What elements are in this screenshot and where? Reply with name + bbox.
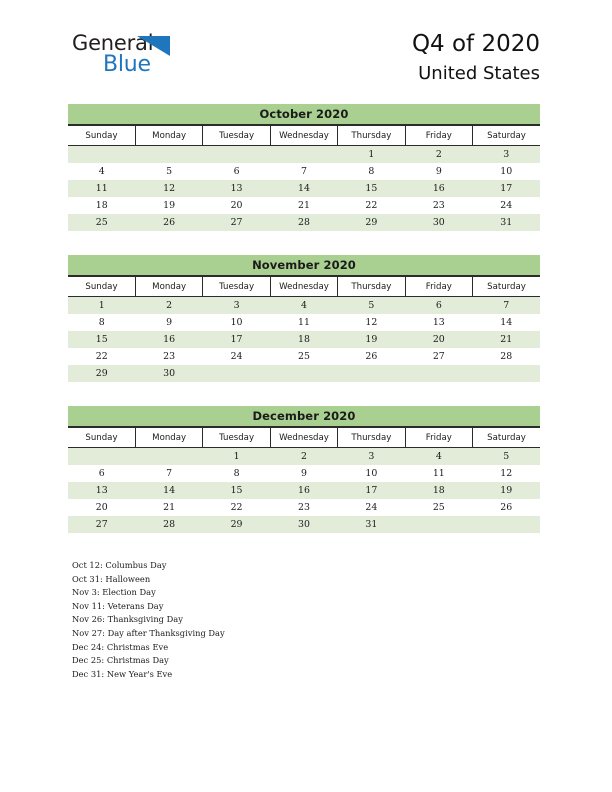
day-cell[interactable]: 4 [68, 163, 135, 180]
weekday-label: Tuesday [203, 282, 269, 292]
day-cell[interactable]: 14 [270, 180, 337, 197]
day-cell[interactable]: 23 [270, 499, 337, 516]
legend-item: Nov 27: Day after Thanksgiving Day [72, 627, 225, 638]
holiday-legend [72, 559, 492, 681]
weekday-header-friday [405, 428, 472, 448]
day-cell[interactable]: 28 [270, 214, 337, 231]
day-cell-holiday[interactable]: 31 [473, 214, 540, 231]
weekday-header-wednesday [270, 428, 337, 448]
week-row [68, 448, 540, 466]
week-row [68, 146, 540, 164]
day-cell-holiday[interactable]: 3 [203, 297, 270, 315]
weekday-label: Thursday [338, 282, 404, 292]
weekday-header-saturday [473, 126, 540, 146]
day-cell[interactable]: 17 [203, 331, 270, 348]
weekday-header-row [68, 277, 540, 297]
day-cell[interactable]: 12 [473, 465, 540, 482]
day-cell[interactable]: 3 [338, 448, 405, 466]
day-cell[interactable]: 9 [405, 163, 472, 180]
weekday-label: Wednesday [271, 282, 337, 292]
day-cell[interactable]: 28 [135, 516, 202, 533]
day-cell[interactable]: 27 [68, 516, 135, 533]
calendar-table [68, 126, 540, 231]
day-cell[interactable]: 16 [405, 180, 472, 197]
weekday-header-sunday [68, 428, 135, 448]
day-cell[interactable]: 1 [68, 297, 135, 315]
day-cell[interactable]: 13 [68, 482, 135, 499]
weekday-label: Sunday [68, 131, 135, 141]
day-cell[interactable]: 10 [338, 465, 405, 482]
weekday-label: Saturday [473, 282, 540, 292]
legend-item: Dec 25: Christmas Day [72, 655, 169, 666]
day-cell[interactable]: 22 [68, 348, 135, 365]
day-cell[interactable]: 20 [405, 331, 472, 348]
weekday-label: Wednesday [271, 433, 337, 443]
day-cell[interactable]: 16 [135, 331, 202, 348]
day-cell[interactable]: 15 [203, 482, 270, 499]
weekday-header-tuesday [203, 126, 270, 146]
weekday-header-sunday [68, 277, 135, 297]
day-cell[interactable]: 22 [338, 197, 405, 214]
page-title: Q4 of 2020 [411, 31, 540, 57]
weekday-label: Sunday [68, 433, 135, 443]
day-cell[interactable]: 29 [338, 214, 405, 231]
day-cell-empty [68, 146, 135, 164]
day-cell[interactable]: 26 [473, 499, 540, 516]
general-blue-logo [72, 33, 272, 85]
weekday-header-row [68, 428, 540, 448]
weekday-header-thursday [338, 126, 405, 146]
month-block-december [68, 406, 540, 533]
day-cell[interactable]: 8 [68, 314, 135, 331]
weekday-header-friday [405, 126, 472, 146]
day-cell[interactable]: 30 [270, 516, 337, 533]
weekday-header-monday [135, 428, 202, 448]
day-cell[interactable]: 24 [473, 197, 540, 214]
day-cell-empty [473, 365, 540, 382]
week-row [68, 297, 540, 315]
day-cell[interactable]: 23 [405, 197, 472, 214]
day-cell[interactable]: 28 [473, 348, 540, 365]
day-cell-holiday[interactable]: 27 [405, 348, 472, 365]
calendar-table [68, 277, 540, 382]
weekday-header-sunday [68, 126, 135, 146]
weekday-header-tuesday [203, 277, 270, 297]
day-cell[interactable]: 27 [203, 214, 270, 231]
day-cell[interactable]: 17 [338, 482, 405, 499]
day-cell-empty [473, 516, 540, 533]
day-cell[interactable]: 25 [270, 348, 337, 365]
day-cell-empty [203, 146, 270, 164]
day-cell-empty [270, 146, 337, 164]
day-cell-empty [135, 146, 202, 164]
calendar-table [68, 428, 540, 533]
day-cell[interactable]: 8 [338, 163, 405, 180]
day-cell[interactable]: 20 [203, 197, 270, 214]
day-cell-empty [68, 448, 135, 466]
day-cell[interactable]: 2 [270, 448, 337, 466]
weekday-label: Saturday [473, 433, 540, 443]
legend-item: Nov 11: Veterans Day [72, 600, 164, 611]
week-row [68, 331, 540, 348]
day-cell[interactable]: 21 [473, 331, 540, 348]
weekday-header-friday [405, 277, 472, 297]
weekday-label: Friday [406, 282, 472, 292]
day-cell[interactable]: 3 [473, 146, 540, 164]
day-cell[interactable]: 18 [68, 197, 135, 214]
week-row [68, 180, 540, 197]
weekday-header-wednesday [270, 277, 337, 297]
weekday-header-wednesday [270, 126, 337, 146]
page-subtitle: United States [418, 62, 540, 84]
weekday-label: Monday [136, 131, 202, 141]
day-cell[interactable]: 22 [203, 499, 270, 516]
day-cell[interactable]: 2 [135, 297, 202, 315]
day-cell[interactable]: 24 [203, 348, 270, 365]
weekday-label: Tuesday [203, 131, 269, 141]
weekday-label: Sunday [68, 282, 135, 292]
day-cell-holiday[interactable]: 11 [270, 314, 337, 331]
day-cell-holiday[interactable]: 26 [338, 348, 405, 365]
day-cell-empty [405, 365, 472, 382]
day-cell[interactable]: 20 [68, 499, 135, 516]
legend-item: Nov 3: Election Day [72, 587, 156, 598]
day-cell[interactable]: 15 [338, 180, 405, 197]
day-cell[interactable]: 15 [68, 331, 135, 348]
weekday-header-thursday [338, 428, 405, 448]
day-cell-holiday[interactable]: 31 [338, 516, 405, 533]
day-cell[interactable]: 23 [135, 348, 202, 365]
day-cell-empty [135, 448, 202, 466]
weekday-header-tuesday [203, 428, 270, 448]
weekday-label: Wednesday [271, 131, 337, 141]
weekday-header-saturday [473, 277, 540, 297]
weekday-label: Monday [136, 282, 202, 292]
legend-item: Oct 31: Halloween [72, 573, 151, 584]
day-cell-holiday[interactable]: 24 [338, 499, 405, 516]
day-cell[interactable]: 6 [68, 465, 135, 482]
day-cell[interactable]: 7 [270, 163, 337, 180]
weekday-label: Friday [406, 131, 472, 141]
day-cell[interactable]: 21 [270, 197, 337, 214]
weekday-header-monday [135, 126, 202, 146]
month-title: October 2020 [68, 104, 540, 126]
day-cell[interactable]: 11 [68, 180, 135, 197]
day-cell[interactable]: 29 [203, 516, 270, 533]
page-header [0, 0, 612, 100]
weekday-header-row [68, 126, 540, 146]
day-cell[interactable]: 12 [338, 314, 405, 331]
week-row [68, 163, 540, 180]
weekday-label: Friday [406, 433, 472, 443]
day-cell[interactable]: 10 [203, 314, 270, 331]
logo-word-general: General [72, 31, 154, 55]
week-row [68, 482, 540, 499]
day-cell[interactable]: 13 [203, 180, 270, 197]
day-cell[interactable]: 14 [473, 314, 540, 331]
day-cell[interactable]: 2 [405, 146, 472, 164]
day-cell[interactable]: 11 [405, 465, 472, 482]
day-cell[interactable]: 19 [473, 482, 540, 499]
day-cell[interactable]: 30 [135, 365, 202, 382]
legend-item: Oct 12: Columbus Day [72, 560, 167, 570]
legend-item: Nov 26: Thanksgiving Day [72, 614, 183, 625]
day-cell[interactable]: 21 [135, 499, 202, 516]
day-cell[interactable]: 29 [68, 365, 135, 382]
legend-item: Dec 31: New Year's Eve [72, 668, 173, 679]
weekday-header-monday [135, 277, 202, 297]
week-row [68, 348, 540, 365]
day-cell[interactable]: 7 [473, 297, 540, 315]
weekday-header-saturday [473, 428, 540, 448]
day-cell[interactable]: 9 [135, 314, 202, 331]
day-cell-empty [338, 365, 405, 382]
month-block-october [68, 104, 540, 231]
day-cell[interactable]: 1 [338, 146, 405, 164]
logo-word-blue: Blue [103, 52, 151, 77]
day-cell[interactable]: 30 [405, 214, 472, 231]
week-row [68, 516, 540, 533]
week-row [68, 214, 540, 231]
weekday-label: Monday [136, 433, 202, 443]
day-cell[interactable]: 9 [270, 465, 337, 482]
day-cell[interactable]: 5 [135, 163, 202, 180]
weekday-label: Saturday [473, 131, 540, 141]
day-cell[interactable]: 13 [405, 314, 472, 331]
day-cell-empty [405, 516, 472, 533]
day-cell[interactable]: 18 [405, 482, 472, 499]
weekday-label: Tuesday [203, 433, 269, 443]
day-cell[interactable]: 5 [338, 297, 405, 315]
month-block-november [68, 255, 540, 382]
weekday-header-thursday [338, 277, 405, 297]
month-title: November 2020 [68, 255, 540, 277]
day-cell[interactable]: 6 [405, 297, 472, 315]
day-cell[interactable]: 7 [135, 465, 202, 482]
week-row [68, 365, 540, 382]
week-row [68, 197, 540, 214]
day-cell[interactable]: 18 [270, 331, 337, 348]
day-cell[interactable]: 4 [405, 448, 472, 466]
day-cell[interactable]: 5 [473, 448, 540, 466]
day-cell[interactable]: 19 [338, 331, 405, 348]
week-row [68, 314, 540, 331]
day-cell[interactable]: 25 [68, 214, 135, 231]
day-cell[interactable]: 26 [135, 214, 202, 231]
day-cell[interactable]: 8 [203, 465, 270, 482]
day-cell-empty [270, 365, 337, 382]
day-cell[interactable]: 1 [203, 448, 270, 466]
month-title: December 2020 [68, 406, 540, 428]
legend-item: Dec 24: Christmas Eve [72, 641, 169, 652]
weekday-label: Thursday [338, 433, 404, 443]
day-cell[interactable]: 17 [473, 180, 540, 197]
weekday-label: Thursday [338, 131, 404, 141]
day-cell-holiday[interactable]: 25 [405, 499, 472, 516]
day-cell-empty [203, 365, 270, 382]
page-title-block [412, 30, 540, 85]
week-row [68, 465, 540, 482]
day-cell[interactable]: 4 [270, 297, 337, 315]
day-cell[interactable]: 16 [270, 482, 337, 499]
day-cell-holiday[interactable]: 12 [135, 180, 202, 197]
calendar-stack [68, 104, 540, 557]
day-cell[interactable]: 19 [135, 197, 202, 214]
day-cell[interactable]: 14 [135, 482, 202, 499]
day-cell[interactable]: 6 [203, 163, 270, 180]
week-row [68, 499, 540, 516]
day-cell[interactable]: 10 [473, 163, 540, 180]
